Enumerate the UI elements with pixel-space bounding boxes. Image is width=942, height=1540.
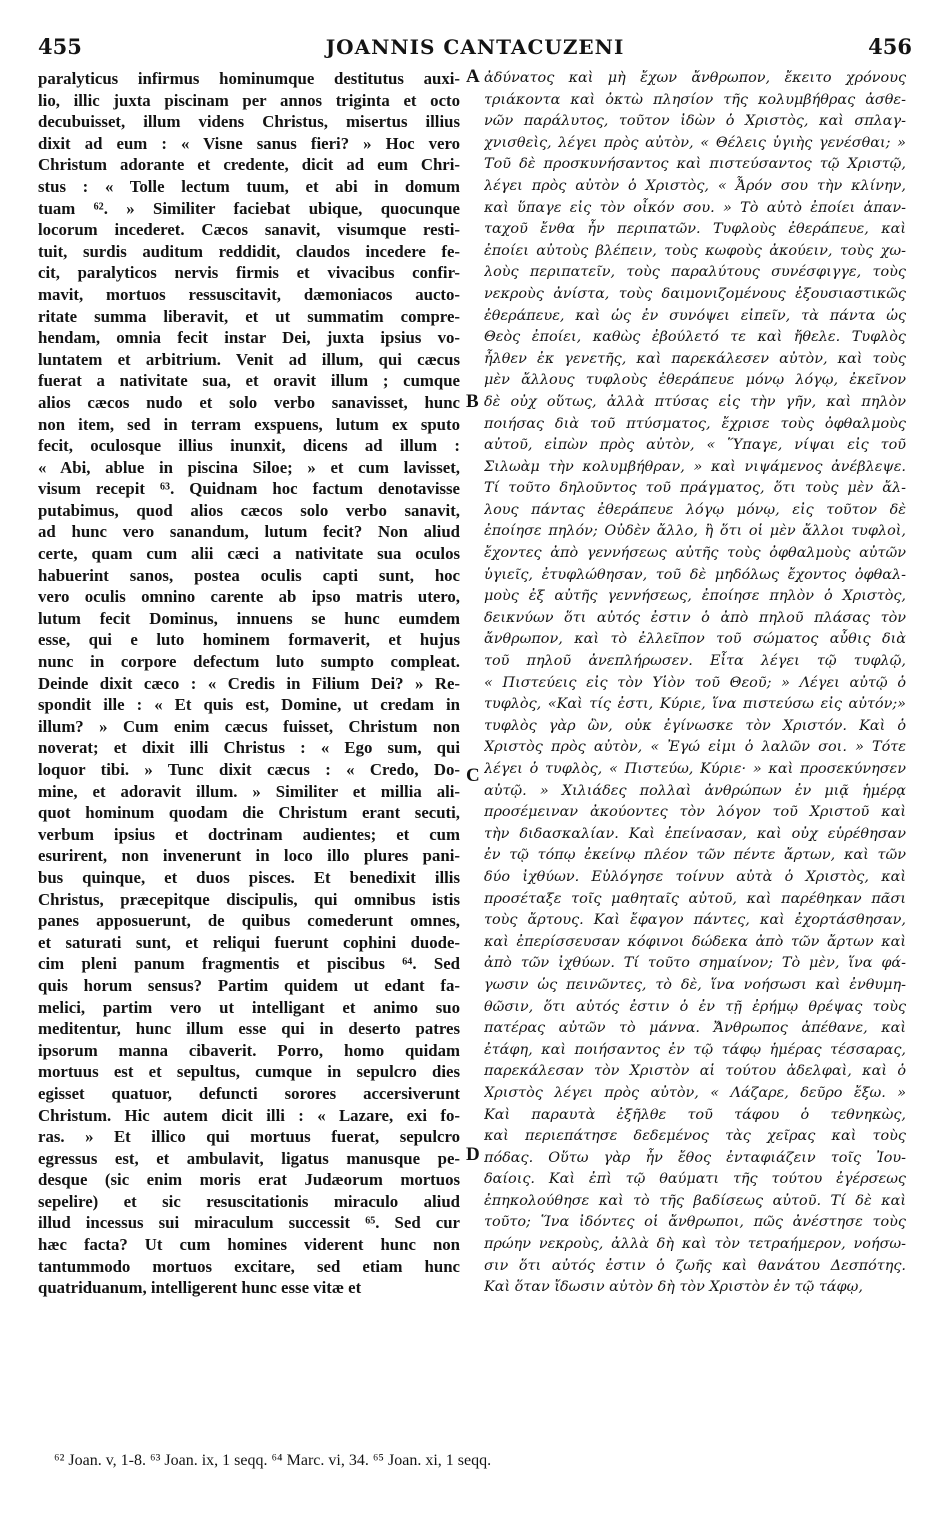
latin-text-line: illud incessus sui miraculum successit ⁶⁵. Sed cur	[38, 1213, 460, 1233]
latin-text-line: quis horum sensus? Partim quidem ut edant fa-	[38, 975, 460, 995]
latin-text-line: quatriduanum, intelligerent hunc esse vitæ et	[38, 1278, 362, 1298]
greek-text-line: τοῦτο; Ἵνα ἰδόντες οἱ ἄνθρωποι, πῶς ἀνέστησε τοὺς	[484, 1214, 906, 1231]
latin-text-line: ritate summa liberavit, et ut summatim compre-	[38, 306, 460, 326]
greek-text-line: καὶ περιεπάτησε δεδεμένος τὰς χεῖρας καὶ τοὺς	[484, 1128, 906, 1145]
greek-text-line: μὲν ἄλλους τυφλοὺς ἐθεράπευε μόνῳ λόγῳ, ἐκεῖνον	[484, 372, 906, 389]
latin-text-line: illum? » Cum enim cæcus fuisset, Christum non	[38, 716, 460, 736]
latin-text-line: nunc in corpore defectum luto sumpto compleat.	[38, 652, 460, 672]
latin-text-line: meditentur, hunc illum esse qui in deserto patres	[38, 1019, 460, 1039]
greek-text-line: ἐποίησε πηλόν; Οὐδὲν ἄλλο, ἢ ὅτι οἱ μὲν ἄλλοι τυφλοὶ,	[484, 523, 906, 540]
latin-text-line: esse, qui e luto hominem formaverit, et hujus	[38, 630, 460, 650]
greek-text-line: Τί τοῦτο δηλοῦντος τοῦ πράγματος, ὅτι τοὺς μὲν ἄλ-	[484, 480, 906, 497]
latin-text-line: mine, et adoravit illum. » Similiter et millia ali-	[38, 781, 460, 801]
latin-text-line: Christum. Hic autem dicit illi : « Lazare, exi fo-	[38, 1105, 460, 1125]
latin-text-line: noverat; et dixit illi Christus : « Ego sum, qui	[38, 738, 460, 758]
greek-text-line: ἔχοντες ἀπὸ γεννήσεως αὐτῆς τοὺς ὀφθαλμοὺς αὐτῶν	[484, 545, 906, 562]
latin-text-line: desque (sic enim moris erat Judæorum mortuos	[38, 1170, 460, 1190]
greek-text-line: πρώην νεκροὺς, ἀλλὰ δὴ καὶ τὸν τετραήμερον, νοήσω-	[484, 1236, 906, 1253]
greek-text-line: Χριστὸς πρὸς αὐτὸν, « Ἐγώ εἰμι ὁ λαλῶν σοι. » Τότε	[484, 739, 906, 756]
latin-text-line: egisset quatuor, defuncti sorores accersiverunt	[38, 1083, 460, 1103]
greek-text-line: ὑγιεῖς, ἐτυφλώθησαν, τοῦ δὲ μηδόλως ἔχοντος ὀφθαλ-	[484, 566, 906, 583]
latin-text-line: ras. » Et illico qui mortuus fuerat, sepulcro	[38, 1127, 460, 1147]
latin-text-line: loquor tibi. » Tunc dixit cæcus : « Credo, Do-	[38, 760, 460, 779]
greek-text-line: προσέταξε τοῖς μαθηταῖς αὐτοῦ, καὶ παρέθηκαν πᾶσι	[484, 890, 906, 907]
greek-text-line: νῶν παράλυτος, τοῦτον ἰδὼν ὁ Χριστὸς, καὶ σπλαγ-	[484, 113, 906, 130]
latin-text-line: lutum fecit Dominus, innuens se hunc eumdem	[38, 608, 460, 628]
greek-text-line: τοὺς ἄρτους. Καὶ ἔφαγον πάντες, καὶ ἐχορτάσθησαν,	[484, 912, 906, 929]
greek-text-line: νεκροὺς ἀνίστα, τοὺς δαιμονιζομένους ἐξουσιαστικῶς	[484, 285, 906, 302]
greek-text-line: ἐτάφη, καὶ ποιήσαντος ἐν τῷ τάφῳ ἡμέρας τέσσαρας,	[484, 1041, 906, 1058]
greek-text-line: Θεὸς ἐποίει, καθὼς ἐβούλετό τε καὶ ἤθελε. Τυφλὸς	[484, 329, 906, 346]
greek-text-line: ἦλθεν ἐκ γενετῆς, καὶ παρεκάλεσεν αὐτὸν, καὶ τοὺς	[484, 350, 906, 367]
greek-text-line: δεικνύων ὅτι αὐτός ἐστιν ὁ ἀπὸ πηλοῦ πλάσας τὸν	[484, 609, 906, 626]
greek-text-line: αὐτοῦ, εἰπὼν πρὸς αὐτὸν, « Ὕπαγε, νίψαι εἰς τοῦ	[484, 437, 906, 454]
latin-text-line: Christum adorante et credente, dicit ad eum Chri-	[38, 155, 460, 175]
latin-text-line: sepelire) et sic resuscitationis miraculo aliud	[38, 1191, 460, 1211]
greek-text-line: Καὶ ὅταν ἴδωσιν αὐτὸν δὴ τὸν Χριστὸν ἐν τῷ τάφῳ,	[484, 1279, 863, 1296]
greek-text-line: γωσιν ὡς πεινῶντες, τὸ δὲ, ἵνα νοήσωσι καὶ ἐνθυμη-	[484, 976, 906, 993]
greek-text-line: Καὶ παραυτὰ ἐξῆλθε τοῦ τάφου ὁ τεθνηκὼς,	[484, 1106, 906, 1123]
greek-text-line: χνισθεὶς, λέγει πρὸς αὐτὸν, « Θέλεις ὑγιὴς γενέσθαι; »	[484, 134, 906, 151]
latin-text-line: et saturati sunt, et reliqui fuerunt cophini duode-	[38, 932, 460, 952]
greek-text-line: Σιλωὰμ τὴν κολυμβήθραν, » καὶ νιψάμενος ἀνέβλεψε.	[484, 458, 906, 475]
latin-text-line: bus quinque, et duos pisces. Et benedixit illis	[38, 867, 460, 887]
footnotes: ⁶² Joan. v, 1-8. ⁶³ Joan. ix, 1 seqq. ⁶⁴ Marc. vi, 34. ⁶⁵ Joan. xi, 1 seqq.	[54, 1452, 492, 1469]
latin-text-line: vero oculis omnino carente ab ipso matris utero,	[38, 587, 460, 607]
latin-text-line: cim pleni panum fragmentis et piscibus ⁶⁴. Sed	[38, 954, 460, 974]
latin-text-line: certe, quam cum alii cæci a nativitate sua oculos	[38, 544, 460, 564]
latin-text-line: visum recepit ⁶³. Quidnam hoc factum denotavisse	[38, 479, 460, 499]
greek-text-line: ταχοῦ ἔνθα ἦν περιπατῶν. Τυφλοὺς ἐθεράπευε, καὶ	[484, 221, 906, 238]
section-marker-b: B	[466, 391, 479, 412]
latin-text-line: verbum ipsius et doctrinam audientes; et cum	[38, 824, 460, 844]
greek-text-line: δαίοις. Καὶ ἐπὶ τῷ θαύματι τῆς τούτου ἐγέρσεως	[484, 1171, 906, 1188]
section-marker-a: A	[466, 66, 480, 87]
greek-text-line: ἀπὸ τῶν ἰχθύων. Τί τοῦτο σημαίνον; Τὸ μὲν, ἵνα φά-	[484, 955, 906, 972]
latin-text-line: Christus, præcepitque discipulis, qui omnibus istis	[38, 889, 460, 909]
greek-text-line: τοῦ πηλοῦ ἀνεπλήρωσεν. Εἶτα λέγει τῷ τυφλῷ,	[484, 653, 906, 670]
greek-text-line: μοὺς ἐξ αὐτῆς γεννήσεως, ἐποίησε πηλὸν ὁ Χριστὸς,	[484, 588, 906, 605]
greek-text-line: ἀδύνατος καὶ μὴ ἔχων ἄνθρωπον, ἔκειτο χρόνους	[484, 70, 906, 86]
greek-text-line: λέγει ὁ τυφλὸς, « Πιστεύω, Κύριε· » καὶ προσεκύνησεν	[484, 761, 906, 777]
latin-text-line: panes apposuerunt, de quibus comederunt omnes,	[38, 911, 460, 931]
latin-text-line: ad hunc vero sanandum, lutum fecit? Non aliud	[38, 522, 460, 542]
latin-text-line: cit, paralyticos nervis firmis et vivacibus confir-	[38, 263, 460, 283]
greek-text-line: Τοῦ δὲ προσκυνήσαντος καὶ πιστεύσαντος τῷ Χριστῷ,	[484, 156, 906, 173]
latin-text-line: spondit ille : « Et quis est, Domine, ut credam in	[38, 695, 460, 715]
greek-text-line: λους πάντας ἐθεράπευε λόγῳ μόνῳ, εἰς τοῦτον δὲ	[484, 501, 906, 518]
greek-text-line: θῶσιν, ὅτι αὐτός ἐστιν ὁ ἐν τῇ ἐρήμῳ θρέψας τοὺς	[484, 998, 906, 1015]
greek-text-line: ἄνθρωπον, καὶ τὸ ἐλλεῖπον τοῦ σώματος αὖθις διὰ	[484, 631, 906, 648]
latin-text-line: Deinde dixit cæco : « Credis in Filium Dei? » Re-	[38, 673, 460, 693]
latin-text-line: tuit, surdis auditum reddidit, claudos incedere fe-	[38, 241, 460, 261]
greek-text-line: τυφλὸς γὰρ ὢν, οὐκ ἐγίνωσκε τὸν Χριστόν. Καὶ ὁ	[484, 717, 906, 734]
greek-text-line: ἐθεράπευε, καὶ ὡς ἐν συνόψει εἰπεῖν, τὰ πάντα ὡς	[484, 307, 906, 324]
greek-text-line: δὲ οὐχ οὕτως, ἀλλὰ πτύσας εἰς τὴν γῆν, καὶ πηλὸν	[484, 393, 906, 410]
latin-text-line: mortuus est et sepultus, cumque in sepulcro dies	[38, 1062, 460, 1082]
section-marker-c: C	[466, 765, 480, 786]
latin-text-line: hendam, omnia fecit instar Dei, juxta ipsius vo-	[38, 328, 460, 348]
latin-text-line: fecit, oculosque illius inunxit, dicens ad illum :	[38, 436, 460, 456]
greek-text-line: ποιήσας διὰ τοῦ πτύσματος, ἔχρισε τοὺς ὀφθαλμοὺς	[484, 415, 906, 432]
greek-text-line: ἐποίει αὐτοὺς βλέπειν, τοὺς κωφοὺς ἀκούειν, τοὺς χω-	[484, 242, 906, 259]
latin-text-line: alios cæcos nudo et solo verbo sanavisset, hunc	[38, 392, 460, 412]
greek-text-line: προσέμειναν ἀκούοντες τὸν λόγον τοῦ Χριστοῦ καὶ	[484, 804, 906, 821]
section-marker-d: D	[466, 1144, 480, 1165]
latin-text-line: paralyticus infirmus hominumque destitutus auxi-	[38, 69, 460, 88]
latin-text-line: decubuisset, illum videns Christus, misertus illius	[38, 112, 460, 132]
latin-text-line: quot hominum quodam die Christum erant secuti,	[38, 803, 460, 823]
greek-text-line: Χριστὸς λέγει πρὸς αὐτὸν, « Λάζαρε, δεῦρο ἔξω. »	[484, 1084, 906, 1101]
greek-text-line: ἐν τῷ τόπῳ ἐκείνῳ πλέον τῶν πέντε ἄρτων, καὶ τῶν	[484, 847, 906, 864]
right-page-number: 456	[868, 34, 912, 59]
latin-text-line: stus : « Tolle lectum tuum, et abi in domum	[38, 176, 460, 196]
latin-text-line: luntatem et arbitrium. Venit ad illum, qui cæcus	[38, 349, 460, 369]
latin-text-line: lio, illic juxta piscinam per annos triginta et octo	[38, 90, 460, 110]
greek-text-line: τριάκοντα καὶ ὀκτὼ πλησίον τῆς κολυμβήθρας ἀσθε-	[484, 91, 906, 108]
latin-text-line: « Abi, ablue in piscina Siloe; » et cum lavisset,	[38, 457, 460, 477]
latin-text-line: tantummodo mortuos excitare, sed etiam hunc	[38, 1256, 460, 1276]
latin-text-line: tuam ⁶². » Similiter faciebat ubique, quocunque	[38, 198, 460, 218]
greek-text-line: « Πιστεύεις εἰς τὸν Υἱὸν τοῦ Θεοῦ; » Λέγει αὐτῷ ὁ	[484, 674, 906, 691]
latin-text-line: fuerat a nativitate sua, et oravit illum ; cumque	[38, 371, 460, 391]
greek-text-line: λέγει πρὸς αὐτὸν ὁ Χριστὸς, « Ἆρόν σου τὴν κλίνην,	[484, 177, 906, 194]
latin-column	[38, 68, 460, 1299]
latin-text-line: egressus est, et ambulavit, ligatus manusque pe-	[38, 1148, 460, 1168]
greek-text-line: πατέρας αὐτῶν τὸ μάννα. Ἄνθρωπος ἀπέθανε, καὶ	[484, 1020, 906, 1037]
greek-text-line: καὶ ὕπαγε εἰς τὸν οἶκόν σου. » Τὸ αὐτὸ ἐποίει ἁπαν-	[484, 199, 906, 216]
greek-text-line: παρεκάλεσαν τὸν Χριστὸν αἱ τούτου ἀδελφαὶ, καὶ ὁ	[484, 1063, 906, 1080]
running-title: JOANNIS CANTACUZENI	[325, 35, 625, 59]
latin-text-line: non item, sed in terram exspuens, lutum ex sputo	[38, 414, 460, 434]
latin-text-line: locorum incederet. Cæcos sanavit, visumque resti-	[38, 220, 460, 240]
greek-text-line: καὶ ἐπερίσσευσαν κόφινοι δώδεκα ἀπὸ τῶν ἄρτων καὶ	[484, 933, 906, 950]
latin-text-line: ipsorum manna cibaverit. Porro, homo quidam	[38, 1040, 460, 1060]
latin-text-line: hæc facta? Ut cum homines viderent hunc non	[38, 1235, 460, 1255]
latin-text-line: habuerint sanos, postea oculis capti sunt, hoc	[38, 565, 460, 585]
greek-text-line: τὴν διδασκαλίαν. Καὶ ἐπείνασαν, καὶ οὐχ εὑρέθησαν	[484, 825, 906, 842]
latin-text-line: melici, partim vero ut intelligant et animo suo	[38, 997, 460, 1017]
left-page-number: 455	[38, 34, 82, 59]
latin-text-line: putabimus, quod alios cæcos solo verbo sanavit,	[38, 500, 460, 520]
greek-text-line: ἐπηκολούθησε καὶ τὸ τῆς βαδίσεως αὐτοῦ. Τί δὲ καὶ	[484, 1192, 906, 1209]
latin-text-line: esurirent, non invenerunt in loco illo plures pani-	[38, 846, 460, 866]
greek-text-line: πόδας. Οὕτω γὰρ ἦν ἔθος ἐνταφιάζειν τοῖς Ἰου-	[484, 1149, 906, 1166]
greek-text-line: δύο ἰχθύων. Εὐλόγησε τοίνυν αὐτὰ ὁ Χριστὸς, καὶ	[484, 868, 906, 885]
latin-text-line: dixit ad eum : « Visne sanus fieri? » Hoc vero	[38, 133, 460, 153]
greek-text-line: λοὺς περιπατεῖν, τοὺς παραλύτους συνέσφιγγε, τοὺς	[484, 264, 906, 281]
latin-text-line: mavit, mortuos ressuscitavit, dæmoniacos aucto-	[38, 284, 460, 304]
greek-text-line: σιν ὅτι αὐτός ἐστιν ὁ ζωῆς καὶ θανάτου Δεσπότης.	[484, 1257, 906, 1274]
greek-text-line: τυφλὸς, «Καὶ τίς ἐστι, Κύριε, ἵνα πιστεύσω εἰς αὐτόν;»	[484, 696, 906, 713]
greek-column	[484, 68, 906, 1299]
page-header	[38, 26, 912, 66]
greek-text-line: αὐτῷ. » Χιλιάδες πολλαὶ ἀνθρώπων ἐν μιᾷ ἡμέρᾳ	[484, 782, 906, 799]
